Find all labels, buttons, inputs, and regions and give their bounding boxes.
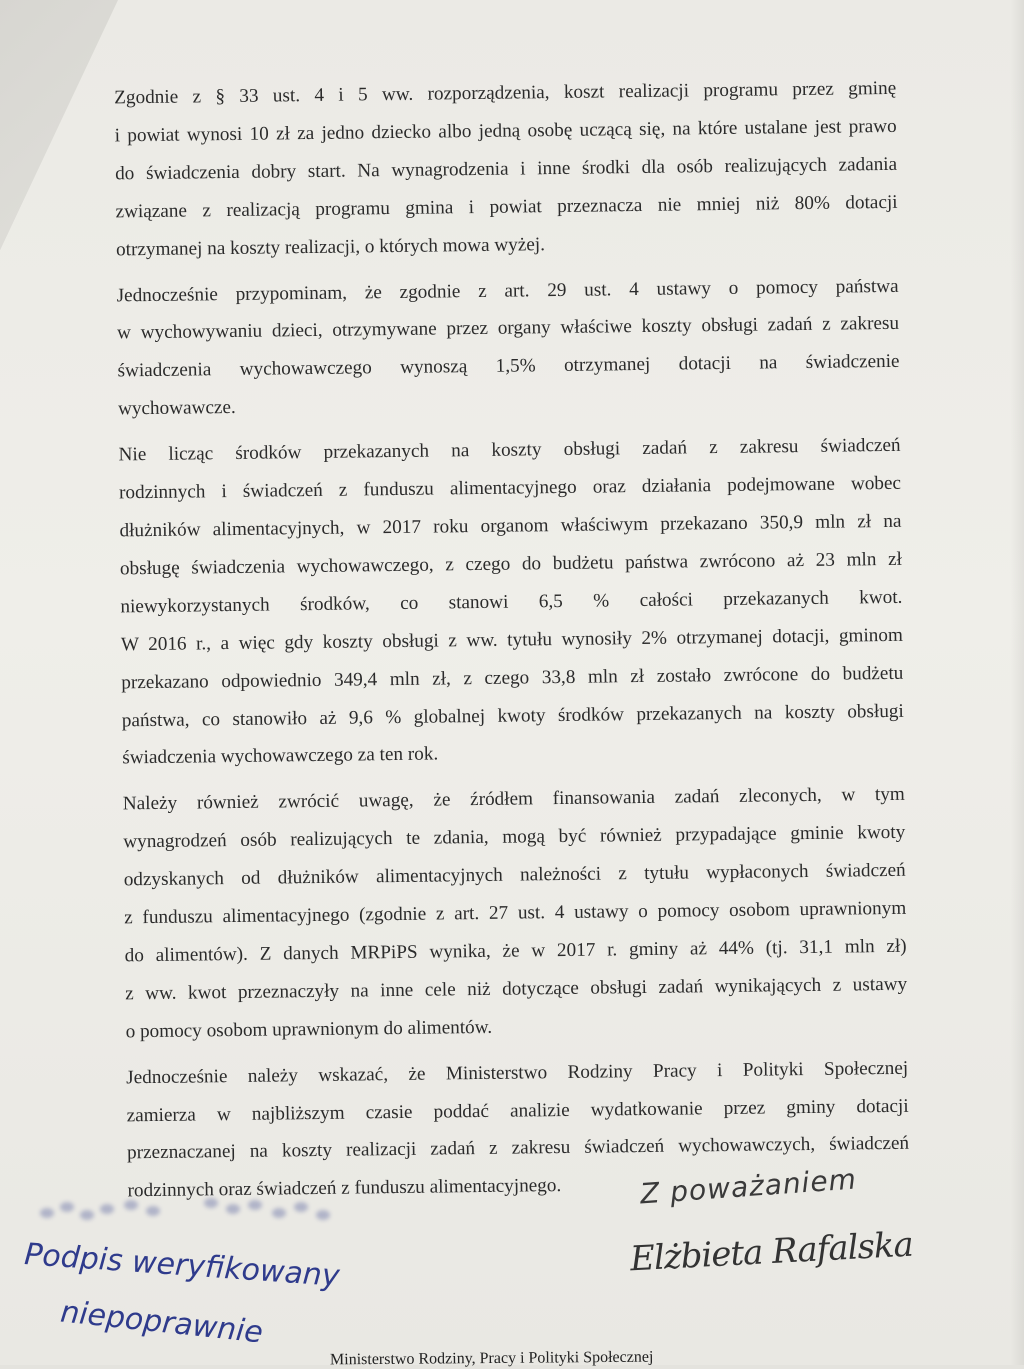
text-line: przekazano odpowiednio 349,4 mln zł, z czego 33,8 mln zł zostało zwrócone do budżetu <box>121 662 904 693</box>
paragraph <box>66 70 898 270</box>
paragraph <box>68 267 900 429</box>
text-line: państwa, co stanowiło aż 9,6 % globalnej kwoty środków przekazanych na koszty obsługi <box>121 700 904 731</box>
text-line: odzyskanych od dłużników alimentacyjnych należności z tytułu wypłaconych świadczeń <box>123 859 906 891</box>
text-line: otrzymanej na koszty realizacji, o których mowa wyżej. <box>115 233 546 261</box>
text-line: przeznaczanej na koszty realizacji zadań z zakresu świadczeń wychowawczych, świadczeń <box>126 1133 910 1164</box>
text-line: rodzinnych oraz świadczeń z funduszu alimentacyjnego. <box>127 1175 562 1202</box>
text-line: Nie licząc środków przekazanych na koszty obsługi zadań z zakresu świadczeń <box>118 434 901 466</box>
text-line: Zgodnie z § 33 ust. 4 i 5 ww. rozporządzenia, koszt realizacji programu przez gminę <box>114 77 897 109</box>
redacted-stamp <box>36 1190 336 1230</box>
text-line: dłużników alimentacyjnych, w 2017 roku organom właściwym przekazano 350,9 mln zł na <box>119 510 902 542</box>
text-line: wynagrodzeń osób realizujących te zdania, mogą być również przypadające gminie kwoty <box>123 822 906 853</box>
page-edge-shadow <box>1010 0 1024 1365</box>
text-line: o pomocy osobom uprawnionym do alimentów. <box>125 1016 493 1043</box>
text-line: w wychowywaniu dzieci, otrzymywane przez organy właściwe koszty obsługi zadań z zakresu <box>116 313 900 344</box>
closing-salutation: Z poważaniem <box>639 1162 858 1211</box>
text-line: świadczenia wychowawczego za ten rok. <box>122 743 439 769</box>
text-line: rodzinnych i świadczeń z funduszu alimentacyjnego oraz działania podejmowane wobec <box>118 472 902 504</box>
handwritten-note-line: Podpis weryfikowany <box>23 1237 341 1294</box>
text-line: do świadczenia dobry start. Na wynagrodzenia i inne środki dla osób realizujących zadania <box>115 153 898 185</box>
text-line: zamierza w najbliższym czasie poddać analizie wydatkowanie przez gminy dotacji <box>126 1095 909 1126</box>
text-line: Jednocześnie przypominam, że zgodnie z art. 29 ust. 4 ustawy o pomocy państwa <box>116 275 899 306</box>
letter-body <box>66 70 910 1219</box>
text-line: Jednocześnie należy wskazać, że Ministerstwo Rodziny Pracy i Polityki Społecznej <box>126 1057 909 1088</box>
text-line: Należy również zwrócić uwagę, że źródłem finansowania zadań zleconych, w tym <box>122 784 905 815</box>
text-line: do alimentów). Z danych MRPiPS wynika, że w 2017 r. gminy aż 44% (tj. 31,1 mln zł) <box>124 935 907 967</box>
text-line: W 2016 r., a więc gdy koszty obsługi z ww. tytułu wynosiły 2% otrzymanej dotacji, gminom <box>120 624 903 656</box>
handwritten-note-line: niepoprawnie <box>58 1294 265 1351</box>
text-line: z funduszu alimentacyjnego (zgodnie z art. 27 ust. 4 ustawy o pomocy osobom uprawnionym <box>124 897 907 929</box>
text-line: i powiat wynosi 10 zł za jedno dziecko albo jedną osobę uczącą się, na które ustalane jest prawo <box>114 115 897 147</box>
text-line: obsługę świadczenia wychowawczego, z czego do budżetu państwa zwrócono aż 23 mln zł <box>119 548 903 580</box>
paragraph <box>75 776 908 1051</box>
ministry-footer: Ministerstwo Rodziny, Pracy i Polityki Społecznej <box>329 1348 654 1369</box>
text-line: niewykorzystanych środków, co stanowi 6,5 % całości przekazanych kwot. <box>120 586 903 618</box>
text-line: wychowawcze. <box>117 397 236 420</box>
text-line: świadczenia wychowawczego wynoszą 1,5% otrzymanej dotacji na świadczenie <box>117 351 900 382</box>
text-line: związane z realizacją programu gmina i powiat przeznacza nie mniej niż 80% dotacji <box>115 191 898 223</box>
paragraph <box>70 427 904 778</box>
text-line: z ww. kwot przeznaczyły na inne cele niż dotyczące obsługi zadań wynikających z ustawy <box>125 973 908 1005</box>
signature: Elżbieta Rafalska <box>629 1224 914 1280</box>
